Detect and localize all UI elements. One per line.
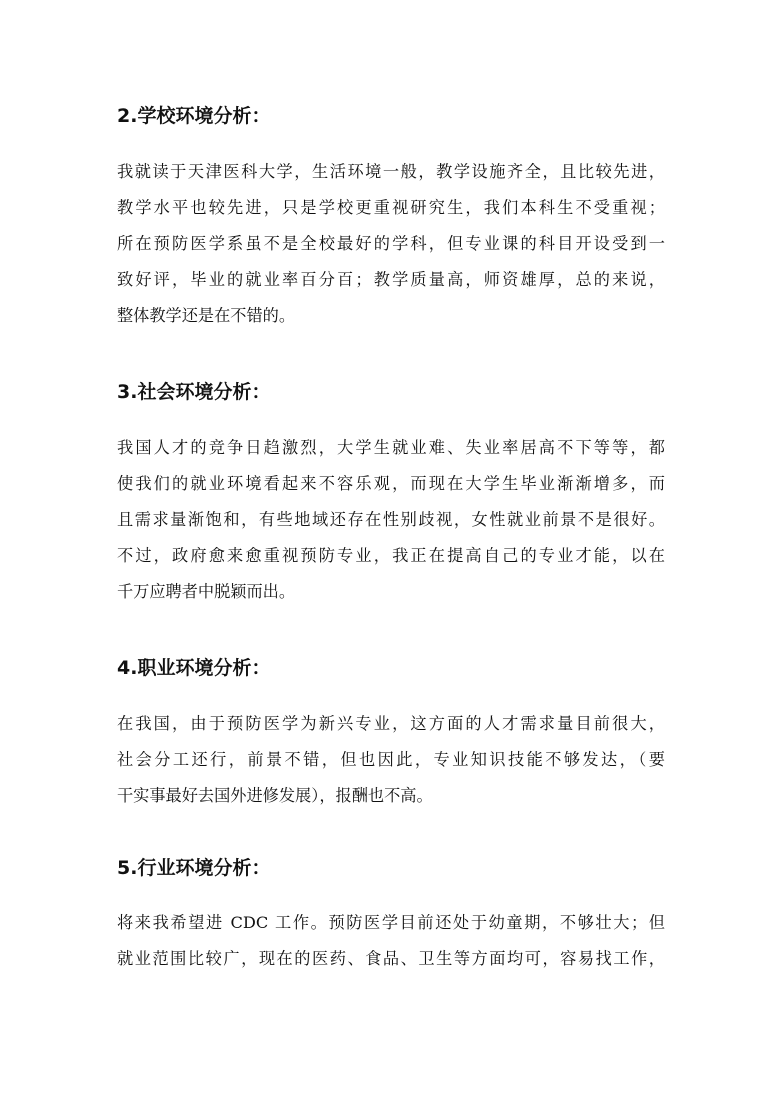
paragraph-line: 使我们的就业环境看起来不容乐观，而现在大学生毕业渐渐增多，而 [117, 474, 665, 493]
section-heading-industry-environment: 5.行业环境分析： [117, 857, 271, 879]
section-heading-school-environment: 2.学校环境分析： [117, 105, 271, 127]
paragraph-line: 在我国，由于预防医学为新兴专业，这方面的人才需求量目前很大， [117, 714, 665, 733]
paragraph-line: 将来我希望进 CDC 工作。预防医学目前还处于幼童期，不够壮大；但 [117, 913, 665, 932]
section-heading-career-environment: 4.职业环境分析： [117, 657, 271, 679]
paragraph-line: 整体教学还是在不错的。 [117, 306, 296, 325]
paragraph-line: 我国人才的竞争日趋激烈，大学生就业难、失业率居高不下等等，都 [117, 438, 665, 457]
section-paragraph-career-environment [117, 706, 665, 814]
paragraph-line: 所在预防医学系虽不是全校最好的学科，但专业课的科目开设受到一 [117, 234, 665, 253]
paragraph-line: 教学水平也较先进，只是学校更重视研究生，我们本科生不受重视； [117, 198, 665, 217]
paragraph-line: 我就读于天津医科大学，生活环境一般，教学设施齐全，且比较先进， [117, 162, 665, 181]
paragraph-line: 社会分工还行，前景不错，但也因此，专业知识技能不够发达，（要 [117, 750, 665, 769]
section-paragraph-industry-environment [117, 905, 665, 977]
paragraph-line: 就业范围比较广，现在的医药、食品、卫生等方面均可，容易找工作， [117, 949, 665, 968]
paragraph-line: 千万应聘者中脱颖而出。 [117, 582, 296, 601]
section-heading-social-environment: 3.社会环境分析： [117, 381, 271, 403]
section-paragraph-social-environment [117, 430, 665, 610]
paragraph-line: 干实事最好去国外进修发展），报酬也不高。 [117, 786, 433, 805]
paragraph-line: 且需求量渐饱和，有些地域还存在性别歧视，女性就业前景不是很好。 [117, 510, 665, 529]
paragraph-line: 致好评，毕业的就业率百分百；教学质量高，师资雄厚，总的来说， [117, 270, 665, 289]
section-paragraph-school-environment [117, 154, 665, 334]
paragraph-line: 不过，政府愈来愈重视预防专业，我正在提高自己的专业才能，以在 [117, 546, 665, 565]
